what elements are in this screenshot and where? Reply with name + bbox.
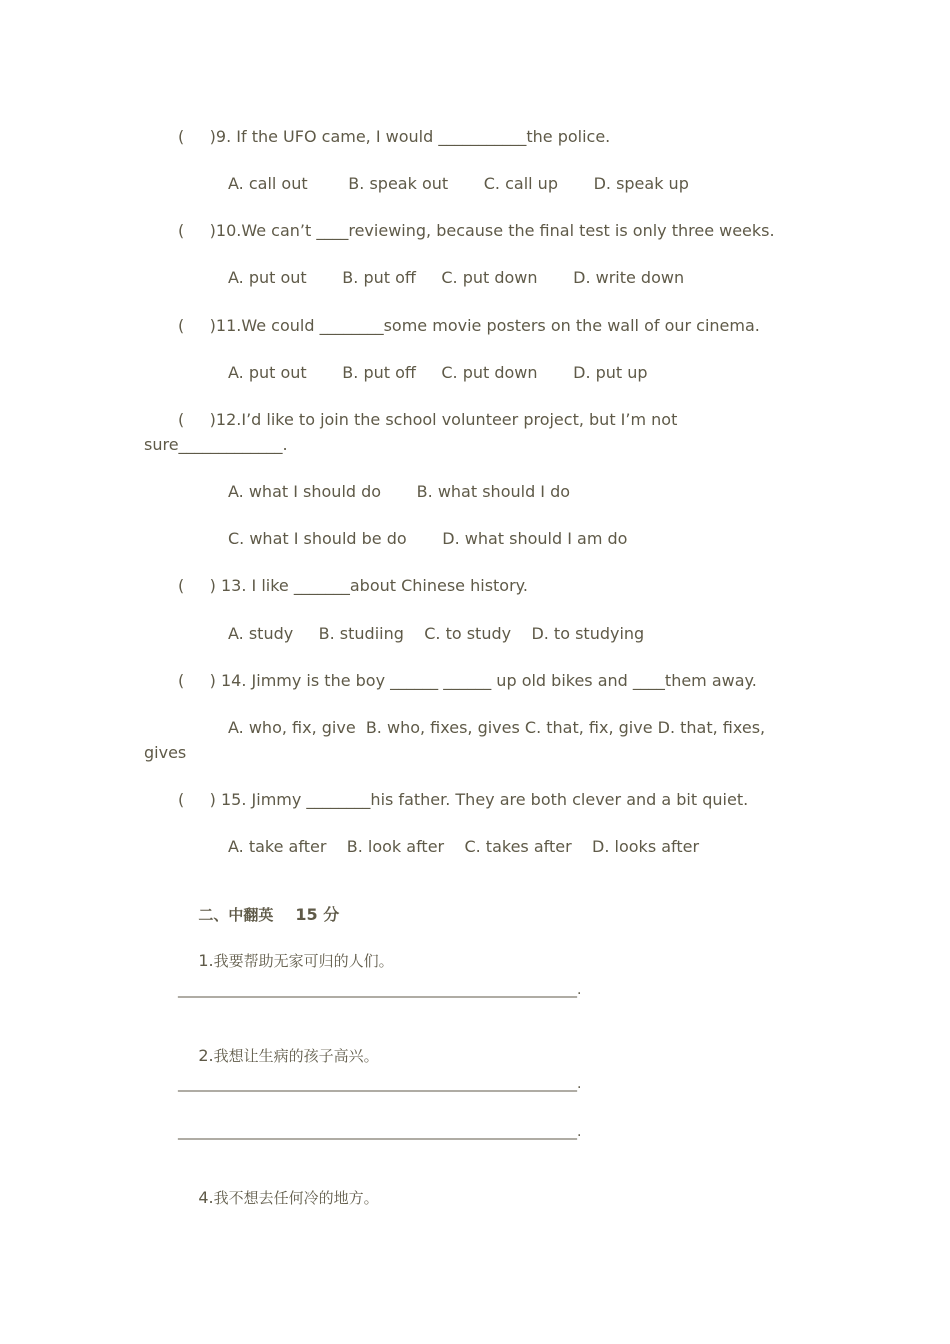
question-11-options: A. put out B. put off C. put down D. put up bbox=[228, 363, 648, 382]
question-10-stem: ( )10.We can’t ____reviewing, because the final test is only three weeks. bbox=[178, 221, 775, 240]
question-12-stem-continued: sure_____________. bbox=[144, 435, 288, 454]
answer-line-2[interactable]: _________________________________________________________. bbox=[178, 1076, 582, 1092]
translation-item-4-number: 4. bbox=[198, 1188, 214, 1207]
question-10-options: A. put out B. put off C. put down D. write down bbox=[228, 268, 685, 287]
question-9-stem: ( )9. If the UFO came, I would ___________the police. bbox=[178, 127, 611, 146]
translation-item-2-text: 我想让生病的孩子高兴。 bbox=[213, 1047, 379, 1065]
section-2-score: 15 分 bbox=[295, 905, 340, 924]
answer-line-3[interactable]: _________________________________________________________. bbox=[178, 1124, 582, 1140]
question-15-stem: ( ) 15. Jimmy ________his father. They are both clever and a bit quiet. bbox=[178, 790, 749, 809]
translation-item-2-number: 2. bbox=[198, 1046, 214, 1065]
question-14-stem: ( ) 14. Jimmy is the boy ______ ______ up old bikes and ____them away. bbox=[178, 671, 757, 690]
question-12-stem: ( )12.I’d like to join the school volunteer project, but I’m not bbox=[178, 410, 678, 429]
question-13-stem: ( ) 13. I like _______about Chinese history. bbox=[178, 576, 528, 595]
question-15-options: A. take after B. look after C. takes after D. looks after bbox=[228, 837, 700, 856]
translation-item-4 bbox=[178, 1168, 379, 1228]
translation-item-1-number: 1. bbox=[198, 951, 214, 970]
question-12-options-2: C. what I should be do D. what should I am do bbox=[228, 529, 628, 548]
question-9-options: A. call out B. speak out C. call up D. speak up bbox=[228, 174, 689, 193]
question-14-options-continued: gives bbox=[144, 743, 187, 762]
translation-item-1-text: 我要帮助无家可归的人们。 bbox=[213, 952, 394, 970]
section-2-title: 二、中翻英 bbox=[198, 906, 274, 924]
question-14-options: A. who, fix, give B. who, fixes, gives C. that, fix, give D. that, fixes, bbox=[228, 718, 766, 737]
answer-line-1[interactable]: _________________________________________________________. bbox=[178, 982, 582, 998]
translation-item-4-text: 我不想去任何冷的地方。 bbox=[213, 1189, 379, 1207]
question-11-stem: ( )11.We could ________some movie posters on the wall of our cinema. bbox=[178, 316, 760, 335]
question-13-options: A. study B. studiing C. to study D. to studying bbox=[228, 624, 645, 643]
question-12-options-1: A. what I should do B. what should I do bbox=[228, 482, 571, 501]
